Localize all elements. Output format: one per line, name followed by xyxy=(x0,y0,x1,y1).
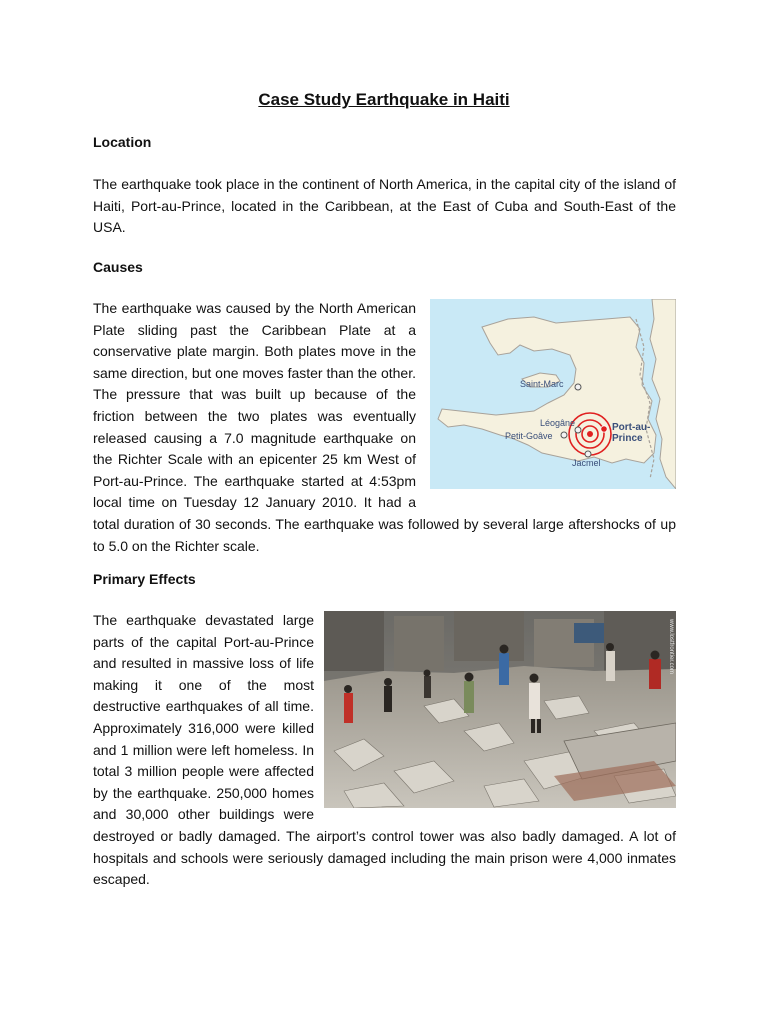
primary-effects-block xyxy=(93,610,676,891)
primary-effects-heading: Primary Effects xyxy=(93,571,196,587)
rubble-photo-illustration xyxy=(324,611,676,808)
label-saint-marc: Saint-Marc xyxy=(520,379,564,389)
epicenter-marker xyxy=(569,413,611,455)
causes-block xyxy=(93,298,676,557)
haiti-map-figure xyxy=(430,299,676,489)
location-heading: Location xyxy=(93,134,152,150)
city-dot-leogane xyxy=(575,427,581,433)
causes-heading: Causes xyxy=(93,259,143,275)
location-paragraph: The earthquake took place in the continent of North America, in the capital city of the island of Haiti, Port-au-Prince, located in the Caribbean, at the East of Cuba and South-East of the USA. xyxy=(93,176,676,236)
earthquake-rubble-photo xyxy=(324,611,676,808)
causes-paragraph: The earthquake was caused by the North American Plate sliding past the Caribbean Plate at a conservative plate margin. Both plates move in the same direction, but one moves faster than the other. The pressure that was built up because of the friction between the two plates was eventually released causing a 7.0 magnitude earthquake on the Richter Scale with an epicenter 25 km West of Port-au-Prince. The earthquake started at 4:53pm local time on Tuesday 12 January 2010. It had a total duration of 30 seconds. The earthquake was followed by several large aftershocks of up to 5.0 on the Richter scale. xyxy=(93,300,676,554)
document-title: Case Study Earthquake in Haiti xyxy=(258,90,510,109)
label-jacmel: Jacmel xyxy=(572,458,601,468)
photo-credit: www.lostfrontier.com xyxy=(668,619,674,675)
label-leogane: Léogâne xyxy=(540,418,576,428)
city-dot-saint-marc xyxy=(575,384,581,390)
label-port-au-prince-line2: Prince xyxy=(612,433,643,444)
city-dot-jacmel xyxy=(585,451,591,457)
city-dot-port-au-prince xyxy=(601,426,607,432)
primary-effects-paragraph: The earthquake devastated large parts of the capital Port-au-Prince and resulted in massive loss of life making it one of the most destructive earthquakes of all time. Approximately 316,000 were killed and 1 million were left homeless. In total 3 million people were affected by the earthquake. 250,000 homes and 30,000 other buildings were destroyed or badly damaged. The airport’s control tower was also badly damaged. A lot of hospitals and schools were seriously damaged including the main prison were 4,000 inmates escaped. xyxy=(93,612,676,888)
label-petit-goave: Petit-Goâve xyxy=(505,431,553,441)
label-port-au-prince-line1: Port-au- xyxy=(612,422,651,433)
city-dot-petit-goave xyxy=(561,432,567,438)
haiti-map xyxy=(430,299,676,489)
